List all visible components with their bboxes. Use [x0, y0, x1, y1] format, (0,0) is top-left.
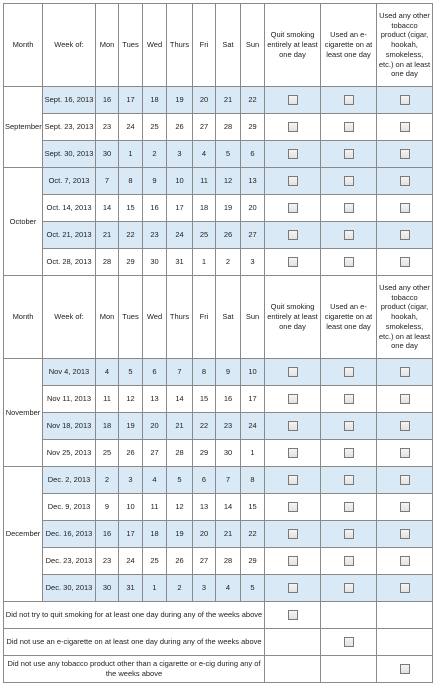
day-cell: 27 [193, 548, 216, 575]
day-cell: 1 [143, 575, 167, 602]
week-of-label: Nov 18, 2013 [43, 413, 96, 440]
day-cell: 28 [216, 548, 241, 575]
day-cell: 15 [241, 494, 265, 521]
day-cell: 31 [167, 249, 193, 276]
day-cell: 21 [167, 413, 193, 440]
day-header: Thurs [167, 4, 193, 87]
week-row [4, 87, 433, 114]
e-cigarette-checkbox[interactable] [344, 421, 354, 431]
week-row [4, 386, 433, 413]
day-cell: 26 [167, 548, 193, 575]
day-cell: 29 [193, 440, 216, 467]
footer-statement: Did not use an e-cigarette on at least one day during any of the weeks above [4, 629, 265, 656]
day-cell: 26 [216, 222, 241, 249]
day-cell: 19 [167, 87, 193, 114]
week-of-label: Sept. 30, 2013 [43, 141, 96, 168]
e-cigarette-checkbox[interactable] [344, 475, 354, 485]
quit-smoking-checkbox[interactable] [288, 367, 298, 377]
day-cell: 23 [216, 413, 241, 440]
e-cigarette-checkbox[interactable] [344, 394, 354, 404]
week-of-label: Oct. 21, 2013 [43, 222, 96, 249]
e-cigarette-cell [321, 440, 377, 467]
day-cell: 18 [96, 413, 119, 440]
day-cell: 6 [143, 359, 167, 386]
quit-smoking-checkbox[interactable] [288, 583, 298, 593]
day-cell: 1 [241, 440, 265, 467]
day-cell: 18 [193, 195, 216, 222]
e-cigarette-checkbox[interactable] [344, 529, 354, 539]
other-tobacco-checkbox[interactable] [400, 448, 410, 458]
day-cell: 1 [193, 249, 216, 276]
day-cell: 1 [119, 141, 143, 168]
day-cell: 24 [119, 114, 143, 141]
day-header: Sat [216, 276, 241, 359]
day-cell: 3 [193, 575, 216, 602]
day-cell: 12 [119, 386, 143, 413]
footer-row [4, 629, 433, 656]
week-row [4, 168, 433, 195]
day-cell: 20 [193, 87, 216, 114]
e-cigarette-checkbox[interactable] [344, 230, 354, 240]
week-of-label: Nov 11, 2013 [43, 386, 96, 413]
month-label: September [4, 87, 43, 168]
day-cell: 28 [216, 114, 241, 141]
e-cigarette-cell [321, 575, 377, 602]
week-row [4, 222, 433, 249]
week-of-label: Dec. 23, 2013 [43, 548, 96, 575]
other-tobacco-checkbox[interactable] [400, 421, 410, 431]
quit-smoking-cell [265, 168, 321, 195]
other-tobacco-checkbox[interactable] [400, 176, 410, 186]
other-tobacco-cell [377, 575, 433, 602]
e-cigarette-checkbox[interactable] [344, 95, 354, 105]
day-cell: 5 [167, 467, 193, 494]
day-cell: 8 [119, 168, 143, 195]
week-row [4, 548, 433, 575]
day-cell: 19 [216, 195, 241, 222]
week-of-label: Nov 4, 2013 [43, 359, 96, 386]
other-tobacco-checkbox[interactable] [400, 394, 410, 404]
other-tobacco-cell [377, 168, 433, 195]
quit-smoking-cell [265, 114, 321, 141]
day-cell: 30 [96, 575, 119, 602]
day-cell: 28 [167, 440, 193, 467]
other-tobacco-checkbox[interactable] [400, 149, 410, 159]
other-tobacco-cell [377, 141, 433, 168]
month-label: December [4, 467, 43, 602]
day-cell: 11 [143, 494, 167, 521]
day-cell: 19 [119, 413, 143, 440]
day-cell: 30 [143, 249, 167, 276]
day-cell: 21 [216, 521, 241, 548]
e-cigarette-checkbox[interactable] [344, 176, 354, 186]
e-cigarette-cell [321, 521, 377, 548]
day-cell: 8 [241, 467, 265, 494]
empty-cell [377, 629, 433, 656]
day-cell: 3 [241, 249, 265, 276]
e-cigarette-checkbox[interactable] [344, 448, 354, 458]
day-cell: 15 [119, 195, 143, 222]
day-cell: 14 [96, 195, 119, 222]
week-row [4, 575, 433, 602]
empty-cell [377, 602, 433, 629]
quit-smoking-cell [265, 87, 321, 114]
quit-smoking-checkbox[interactable] [288, 502, 298, 512]
other-tobacco-cell [377, 249, 433, 276]
week-row [4, 359, 433, 386]
month-header: Month [4, 4, 43, 87]
day-cell: 13 [241, 168, 265, 195]
day-cell: 23 [143, 222, 167, 249]
day-cell: 17 [119, 521, 143, 548]
other-tobacco-checkbox[interactable] [400, 367, 410, 377]
empty-cell [321, 602, 377, 629]
week-of-label: Dec. 2, 2013 [43, 467, 96, 494]
e-cigarette-checkbox[interactable] [344, 556, 354, 566]
quit-smoking-checkbox[interactable] [288, 95, 298, 105]
header-row [4, 4, 433, 87]
day-header: Sun [241, 4, 265, 87]
quit-smoking-cell [265, 195, 321, 222]
smoking-calendar-table [3, 3, 433, 683]
other-tobacco-cell [377, 413, 433, 440]
e-cigarette-cell [321, 494, 377, 521]
header-row [4, 276, 433, 359]
week-of-label: Sept. 16, 2013 [43, 87, 96, 114]
other-tobacco-checkbox[interactable] [400, 257, 410, 267]
quit-smoking-checkbox[interactable] [288, 421, 298, 431]
quit-smoking-cell [265, 413, 321, 440]
day-cell: 27 [193, 114, 216, 141]
day-cell: 18 [143, 521, 167, 548]
other-tobacco-cell [377, 467, 433, 494]
day-cell: 4 [143, 467, 167, 494]
other-tobacco-cell [377, 548, 433, 575]
quit-smoking-checkbox[interactable] [288, 176, 298, 186]
day-cell: 18 [143, 87, 167, 114]
day-cell: 17 [241, 386, 265, 413]
day-cell: 22 [119, 222, 143, 249]
day-cell: 25 [96, 440, 119, 467]
day-cell: 27 [241, 222, 265, 249]
e-cigarette-checkbox[interactable] [344, 583, 354, 593]
day-cell: 31 [119, 575, 143, 602]
footer-row [4, 656, 433, 683]
e-cigarette-cell [321, 359, 377, 386]
e-cigarette-cell [321, 249, 377, 276]
day-header: Tues [119, 4, 143, 87]
e-cigarette-checkbox[interactable] [344, 149, 354, 159]
day-cell: 22 [241, 521, 265, 548]
week-of-label: Oct. 7, 2013 [43, 168, 96, 195]
week-row [4, 494, 433, 521]
quit-smoking-checkbox[interactable] [288, 448, 298, 458]
quit-smoking-cell [265, 440, 321, 467]
e-cigarette-checkbox[interactable] [344, 122, 354, 132]
day-cell: 24 [241, 413, 265, 440]
day-cell: 5 [216, 141, 241, 168]
day-header: Sun [241, 276, 265, 359]
quit-smoking-cell [265, 521, 321, 548]
quit-smoking-cell [265, 141, 321, 168]
other-tobacco-cell [377, 222, 433, 249]
quit-smoking-cell [265, 467, 321, 494]
quit-smoking-cell [265, 575, 321, 602]
other-tobacco-checkbox[interactable] [400, 502, 410, 512]
other-tobacco-checkbox[interactable] [400, 230, 410, 240]
week-row [4, 467, 433, 494]
day-cell: 17 [167, 195, 193, 222]
e-cigarette-cell [321, 548, 377, 575]
other-tobacco-checkbox[interactable] [400, 556, 410, 566]
did-not-try-quit-checkbox[interactable] [288, 610, 298, 620]
did-not-try-quit-cell [265, 602, 321, 629]
e-cigarette-checkbox[interactable] [344, 502, 354, 512]
other-tobacco-cell [377, 494, 433, 521]
day-cell: 21 [96, 222, 119, 249]
quit-smoking-header: Quit smoking entirely at least one day [265, 276, 321, 359]
quit-smoking-checkbox[interactable] [288, 149, 298, 159]
day-cell: 12 [216, 168, 241, 195]
other-tobacco-cell [377, 359, 433, 386]
week-row [4, 440, 433, 467]
day-cell: 6 [193, 467, 216, 494]
did-not-use-other-tobacco-checkbox[interactable] [400, 664, 410, 674]
day-cell: 26 [119, 440, 143, 467]
day-cell: 27 [143, 440, 167, 467]
day-cell: 29 [241, 548, 265, 575]
week-row [4, 195, 433, 222]
day-cell: 21 [216, 87, 241, 114]
footer-row [4, 602, 433, 629]
month-header: Month [4, 276, 43, 359]
quit-smoking-cell [265, 249, 321, 276]
e-cigarette-cell [321, 141, 377, 168]
week-row [4, 141, 433, 168]
day-cell: 25 [143, 114, 167, 141]
day-cell: 20 [143, 413, 167, 440]
day-cell: 11 [96, 386, 119, 413]
other-tobacco-cell [377, 114, 433, 141]
month-label: November [4, 359, 43, 467]
did-not-use-ecig-cell [321, 629, 377, 656]
day-header: Thurs [167, 276, 193, 359]
day-cell: 29 [119, 249, 143, 276]
e-cigarette-cell [321, 386, 377, 413]
e-cigarette-cell [321, 413, 377, 440]
footer-statement: Did not use any tobacco product other than a cigarette or e-cig during any of the weeks above [4, 656, 265, 683]
day-cell: 10 [241, 359, 265, 386]
e-cigarette-cell [321, 467, 377, 494]
day-cell: 16 [143, 195, 167, 222]
quit-smoking-checkbox[interactable] [288, 122, 298, 132]
day-cell: 4 [216, 575, 241, 602]
e-cigarette-header: Used an e-cigarette on at least one day [321, 276, 377, 359]
did-not-use-other-tobacco-cell [377, 656, 433, 683]
day-cell: 29 [241, 114, 265, 141]
day-cell: 17 [119, 87, 143, 114]
footer-statement: Did not try to quit smoking for at least one day during any of the weeks above [4, 602, 265, 629]
e-cigarette-checkbox[interactable] [344, 367, 354, 377]
quit-smoking-checkbox[interactable] [288, 394, 298, 404]
day-cell: 4 [193, 141, 216, 168]
day-cell: 2 [96, 467, 119, 494]
quit-smoking-header: Quit smoking entirely at least one day [265, 4, 321, 87]
e-cigarette-cell [321, 114, 377, 141]
day-cell: 22 [241, 87, 265, 114]
day-cell: 5 [241, 575, 265, 602]
quit-smoking-checkbox[interactable] [288, 230, 298, 240]
day-cell: 30 [96, 141, 119, 168]
day-header: Fri [193, 276, 216, 359]
quit-smoking-cell [265, 386, 321, 413]
empty-cell [265, 629, 321, 656]
day-cell: 5 [119, 359, 143, 386]
quit-smoking-checkbox[interactable] [288, 475, 298, 485]
week-of-label: Oct. 14, 2013 [43, 195, 96, 222]
e-cigarette-checkbox[interactable] [344, 257, 354, 267]
week-of-label: Sept. 23, 2013 [43, 114, 96, 141]
other-tobacco-cell [377, 87, 433, 114]
other-tobacco-header: Used any other tobacco product (cigar, hookah, smokeless, etc.) on at least one day [377, 276, 433, 359]
other-tobacco-cell [377, 521, 433, 548]
day-cell: 13 [143, 386, 167, 413]
day-cell: 4 [96, 359, 119, 386]
quit-smoking-checkbox[interactable] [288, 556, 298, 566]
day-cell: 25 [193, 222, 216, 249]
week-of-label: Dec. 16, 2013 [43, 521, 96, 548]
month-label: October [4, 168, 43, 276]
day-cell: 23 [96, 548, 119, 575]
empty-cell [265, 656, 321, 683]
e-cigarette-cell [321, 195, 377, 222]
day-cell: 7 [167, 359, 193, 386]
quit-smoking-cell [265, 222, 321, 249]
day-header: Mon [96, 4, 119, 87]
week-row [4, 249, 433, 276]
e-cigarette-cell [321, 87, 377, 114]
quit-smoking-cell [265, 494, 321, 521]
week-row [4, 521, 433, 548]
quit-smoking-cell [265, 359, 321, 386]
other-tobacco-cell [377, 195, 433, 222]
quit-smoking-cell [265, 548, 321, 575]
week-of-label: Dec. 9, 2013 [43, 494, 96, 521]
week-row [4, 413, 433, 440]
e-cigarette-header: Used an e-cigarette on at least one day [321, 4, 377, 87]
week-of-label: Oct. 28, 2013 [43, 249, 96, 276]
day-cell: 19 [167, 521, 193, 548]
day-header: Tues [119, 276, 143, 359]
day-cell: 2 [167, 575, 193, 602]
day-cell: 24 [119, 548, 143, 575]
day-cell: 16 [216, 386, 241, 413]
day-header: Sat [216, 4, 241, 87]
day-cell: 20 [241, 195, 265, 222]
day-cell: 9 [96, 494, 119, 521]
e-cigarette-cell [321, 168, 377, 195]
day-cell: 28 [96, 249, 119, 276]
day-cell: 2 [216, 249, 241, 276]
other-tobacco-header: Used any other tobacco product (cigar, hookah, smokeless, etc.) on at least one day [377, 4, 433, 87]
quit-smoking-checkbox[interactable] [288, 257, 298, 267]
day-cell: 9 [143, 168, 167, 195]
day-cell: 13 [193, 494, 216, 521]
other-tobacco-cell [377, 386, 433, 413]
e-cigarette-checkbox[interactable] [344, 203, 354, 213]
day-cell: 16 [96, 87, 119, 114]
other-tobacco-cell [377, 440, 433, 467]
other-tobacco-checkbox[interactable] [400, 203, 410, 213]
day-cell: 7 [96, 168, 119, 195]
day-header: Mon [96, 276, 119, 359]
day-cell: 14 [216, 494, 241, 521]
day-header: Wed [143, 4, 167, 87]
day-cell: 2 [143, 141, 167, 168]
day-cell: 3 [167, 141, 193, 168]
did-not-use-ecig-checkbox[interactable] [344, 637, 354, 647]
day-cell: 22 [193, 413, 216, 440]
day-cell: 11 [193, 168, 216, 195]
day-cell: 20 [193, 521, 216, 548]
day-cell: 16 [96, 521, 119, 548]
week-of-label: Nov 25, 2013 [43, 440, 96, 467]
week-of-label: Dec. 30, 2013 [43, 575, 96, 602]
day-cell: 9 [216, 359, 241, 386]
week-row [4, 114, 433, 141]
day-header: Fri [193, 4, 216, 87]
week-of-header: Week of: [43, 4, 96, 87]
day-cell: 15 [193, 386, 216, 413]
week-of-header: Week of: [43, 276, 96, 359]
day-cell: 7 [216, 467, 241, 494]
other-tobacco-checkbox[interactable] [400, 122, 410, 132]
day-cell: 8 [193, 359, 216, 386]
e-cigarette-cell [321, 222, 377, 249]
other-tobacco-checkbox[interactable] [400, 583, 410, 593]
day-cell: 30 [216, 440, 241, 467]
other-tobacco-checkbox[interactable] [400, 475, 410, 485]
other-tobacco-checkbox[interactable] [400, 95, 410, 105]
day-cell: 14 [167, 386, 193, 413]
day-cell: 3 [119, 467, 143, 494]
day-header: Wed [143, 276, 167, 359]
other-tobacco-checkbox[interactable] [400, 529, 410, 539]
day-cell: 24 [167, 222, 193, 249]
day-cell: 12 [167, 494, 193, 521]
day-cell: 10 [119, 494, 143, 521]
quit-smoking-checkbox[interactable] [288, 203, 298, 213]
day-cell: 25 [143, 548, 167, 575]
day-cell: 6 [241, 141, 265, 168]
day-cell: 23 [96, 114, 119, 141]
quit-smoking-checkbox[interactable] [288, 529, 298, 539]
day-cell: 26 [167, 114, 193, 141]
empty-cell [321, 656, 377, 683]
day-cell: 10 [167, 168, 193, 195]
